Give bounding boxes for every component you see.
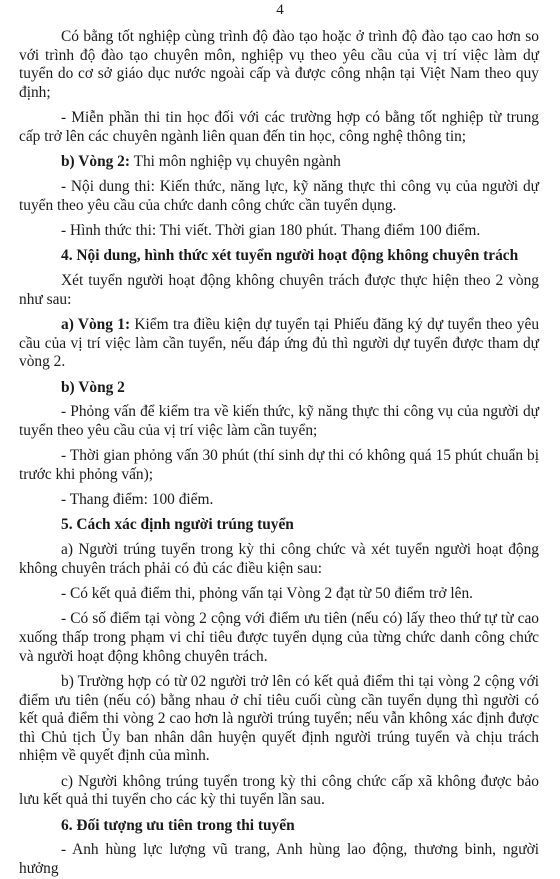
paragraph-min-score	[19, 585, 539, 604]
paragraph-winner-conditions	[19, 541, 539, 578]
paragraph-text: - Hình thức thi: Thi viết. Thời gian 180 phút. Thang điểm 100 điểm.	[61, 221, 481, 239]
paragraph-foreign-degree	[19, 28, 539, 102]
paragraph-text: - Có kết quả điểm thi, phỏng vấn tại Vòng 2 đạt từ 50 điểm trở lên.	[61, 584, 474, 602]
paragraph-exam-content	[19, 178, 539, 215]
paragraph-text: - Anh hùng lực lượng vũ trang, Anh hùng lao động, thương binh, người hưởng	[19, 841, 539, 878]
paragraph-score-scale	[19, 491, 539, 510]
section-heading: 4. Nội dung, hình thức xét tuyển người hoạt động không chuyên trách	[61, 247, 519, 265]
paragraph-no-carryover	[19, 773, 539, 810]
heading-section-5	[19, 516, 539, 535]
paragraph-two-rounds	[19, 272, 539, 309]
heading-label: b) Vòng 2:	[61, 153, 130, 171]
paragraph-text: c) Người không trúng tuyển trong kỳ thi công chức cấp xã không được bảo lưu kết quả thi tuyển cho các kỳ thi tuyển lần sau.	[19, 772, 539, 809]
section-heading: 5. Cách xác định người trúng tuyển	[61, 516, 294, 534]
paragraph-it-exemption	[19, 109, 539, 146]
heading-section-6	[19, 817, 539, 836]
page-number: 4	[276, 2, 284, 18]
heading-label: a) Vòng 1:	[61, 316, 131, 334]
paragraph-text: Thi môn nghiệp vụ chuyên ngành	[130, 153, 341, 171]
paragraph-text: - Miễn phần thi tin học đối với các trường hợp có bằng tốt nghiệp từ trung cấp trở lên các chuyên ngành liên quan đến tin học, công nghệ thông tin;	[19, 109, 539, 145]
paragraph-text: Kiểm tra điều kiện dự tuyển tại Phiếu đăng ký dự tuyển theo yêu cầu của vị trí việc làm cần tuyển, nếu đáp ứng đủ thì người dự tuyển được tham dự vòng 2.	[19, 316, 540, 371]
paragraph-exam-format	[19, 222, 539, 241]
paragraph-text: - Thời gian phỏng vấn 30 phút (thí sinh dự thi có không quá 15 phút chuẩn bị trước khi phỏng vấn);	[19, 447, 539, 484]
paragraph-text: - Phỏng vấn để kiểm tra về kiến thức, kỹ năng thực thi công vụ của người dự tuyển theo yêu cầu của vị trí việc làm cần tuyển;	[19, 403, 539, 440]
paragraph-interview-time	[19, 447, 539, 484]
paragraph-ranking	[19, 610, 539, 666]
paragraph-round-1	[19, 316, 539, 372]
paragraph-text: Xét tuyển người hoạt động không chuyên trách được thực hiện theo 2 vòng như sau:	[19, 272, 539, 308]
paragraph-text: - Thang điểm: 100 điểm.	[61, 491, 214, 509]
document-body	[19, 28, 539, 879]
paragraph-tie-break	[19, 673, 539, 766]
heading-label: b) Vòng 2	[61, 378, 125, 396]
section-heading: 6. Đối tượng ưu tiên trong thi tuyển	[61, 816, 295, 834]
paragraph-text: Có bằng tốt nghiệp cùng trình độ đào tạo hoặc ở trình độ đào tạo cao hơn so với trình độ đào tạo chuyên môn, nghiệp vụ theo yêu cầu của vị trí việc làm dự tuyển do cơ sở giáo dục nước ngoài cấp và được công nhận tại Việt Nam theo quy định;	[19, 28, 539, 101]
heading-section-4	[19, 247, 539, 266]
paragraph-priority-subjects	[19, 841, 539, 878]
heading-round-2-interview	[19, 379, 539, 398]
paragraph-text: b) Trường hợp có từ 02 người trở lên có kết quả điểm thi tại vòng 2 cộng với điểm ưu tiên (nếu có) bằng nhau ở chỉ tiêu cuối cùng cần tuyển dụng thì người có kết quả điểm thi vòng 2 cao hơn là người trúng tuyển; nếu vẫn không xác định được thì Chủ tịch Ủy ban nhân dân huyện quyết định người trúng tuyển và chịu trách nhiệm về quyết định của mình.	[19, 672, 539, 765]
paragraph-interview	[19, 403, 539, 440]
paragraph-text: - Nội dung thi: Kiến thức, năng lực, kỹ năng thực thi công vụ của người dự tuyển theo yêu cầu của chức danh công chức cần tuyển dụng.	[19, 177, 539, 214]
paragraph-text: - Có số điểm tại vòng 2 cộng với điểm ưu tiên (nếu có) lấy theo thứ tự từ cao xuống thấp trong phạm vi chỉ tiêu được tuyển dụng của từng chức danh công chức và người hoạt động không chuyên trách.	[19, 610, 539, 665]
heading-round-2	[19, 153, 539, 172]
paragraph-text: a) Người trúng tuyển trong kỳ thi công chức và xét tuyển người hoạt động không chuyên trách phải có đủ các điều kiện sau:	[19, 540, 539, 577]
